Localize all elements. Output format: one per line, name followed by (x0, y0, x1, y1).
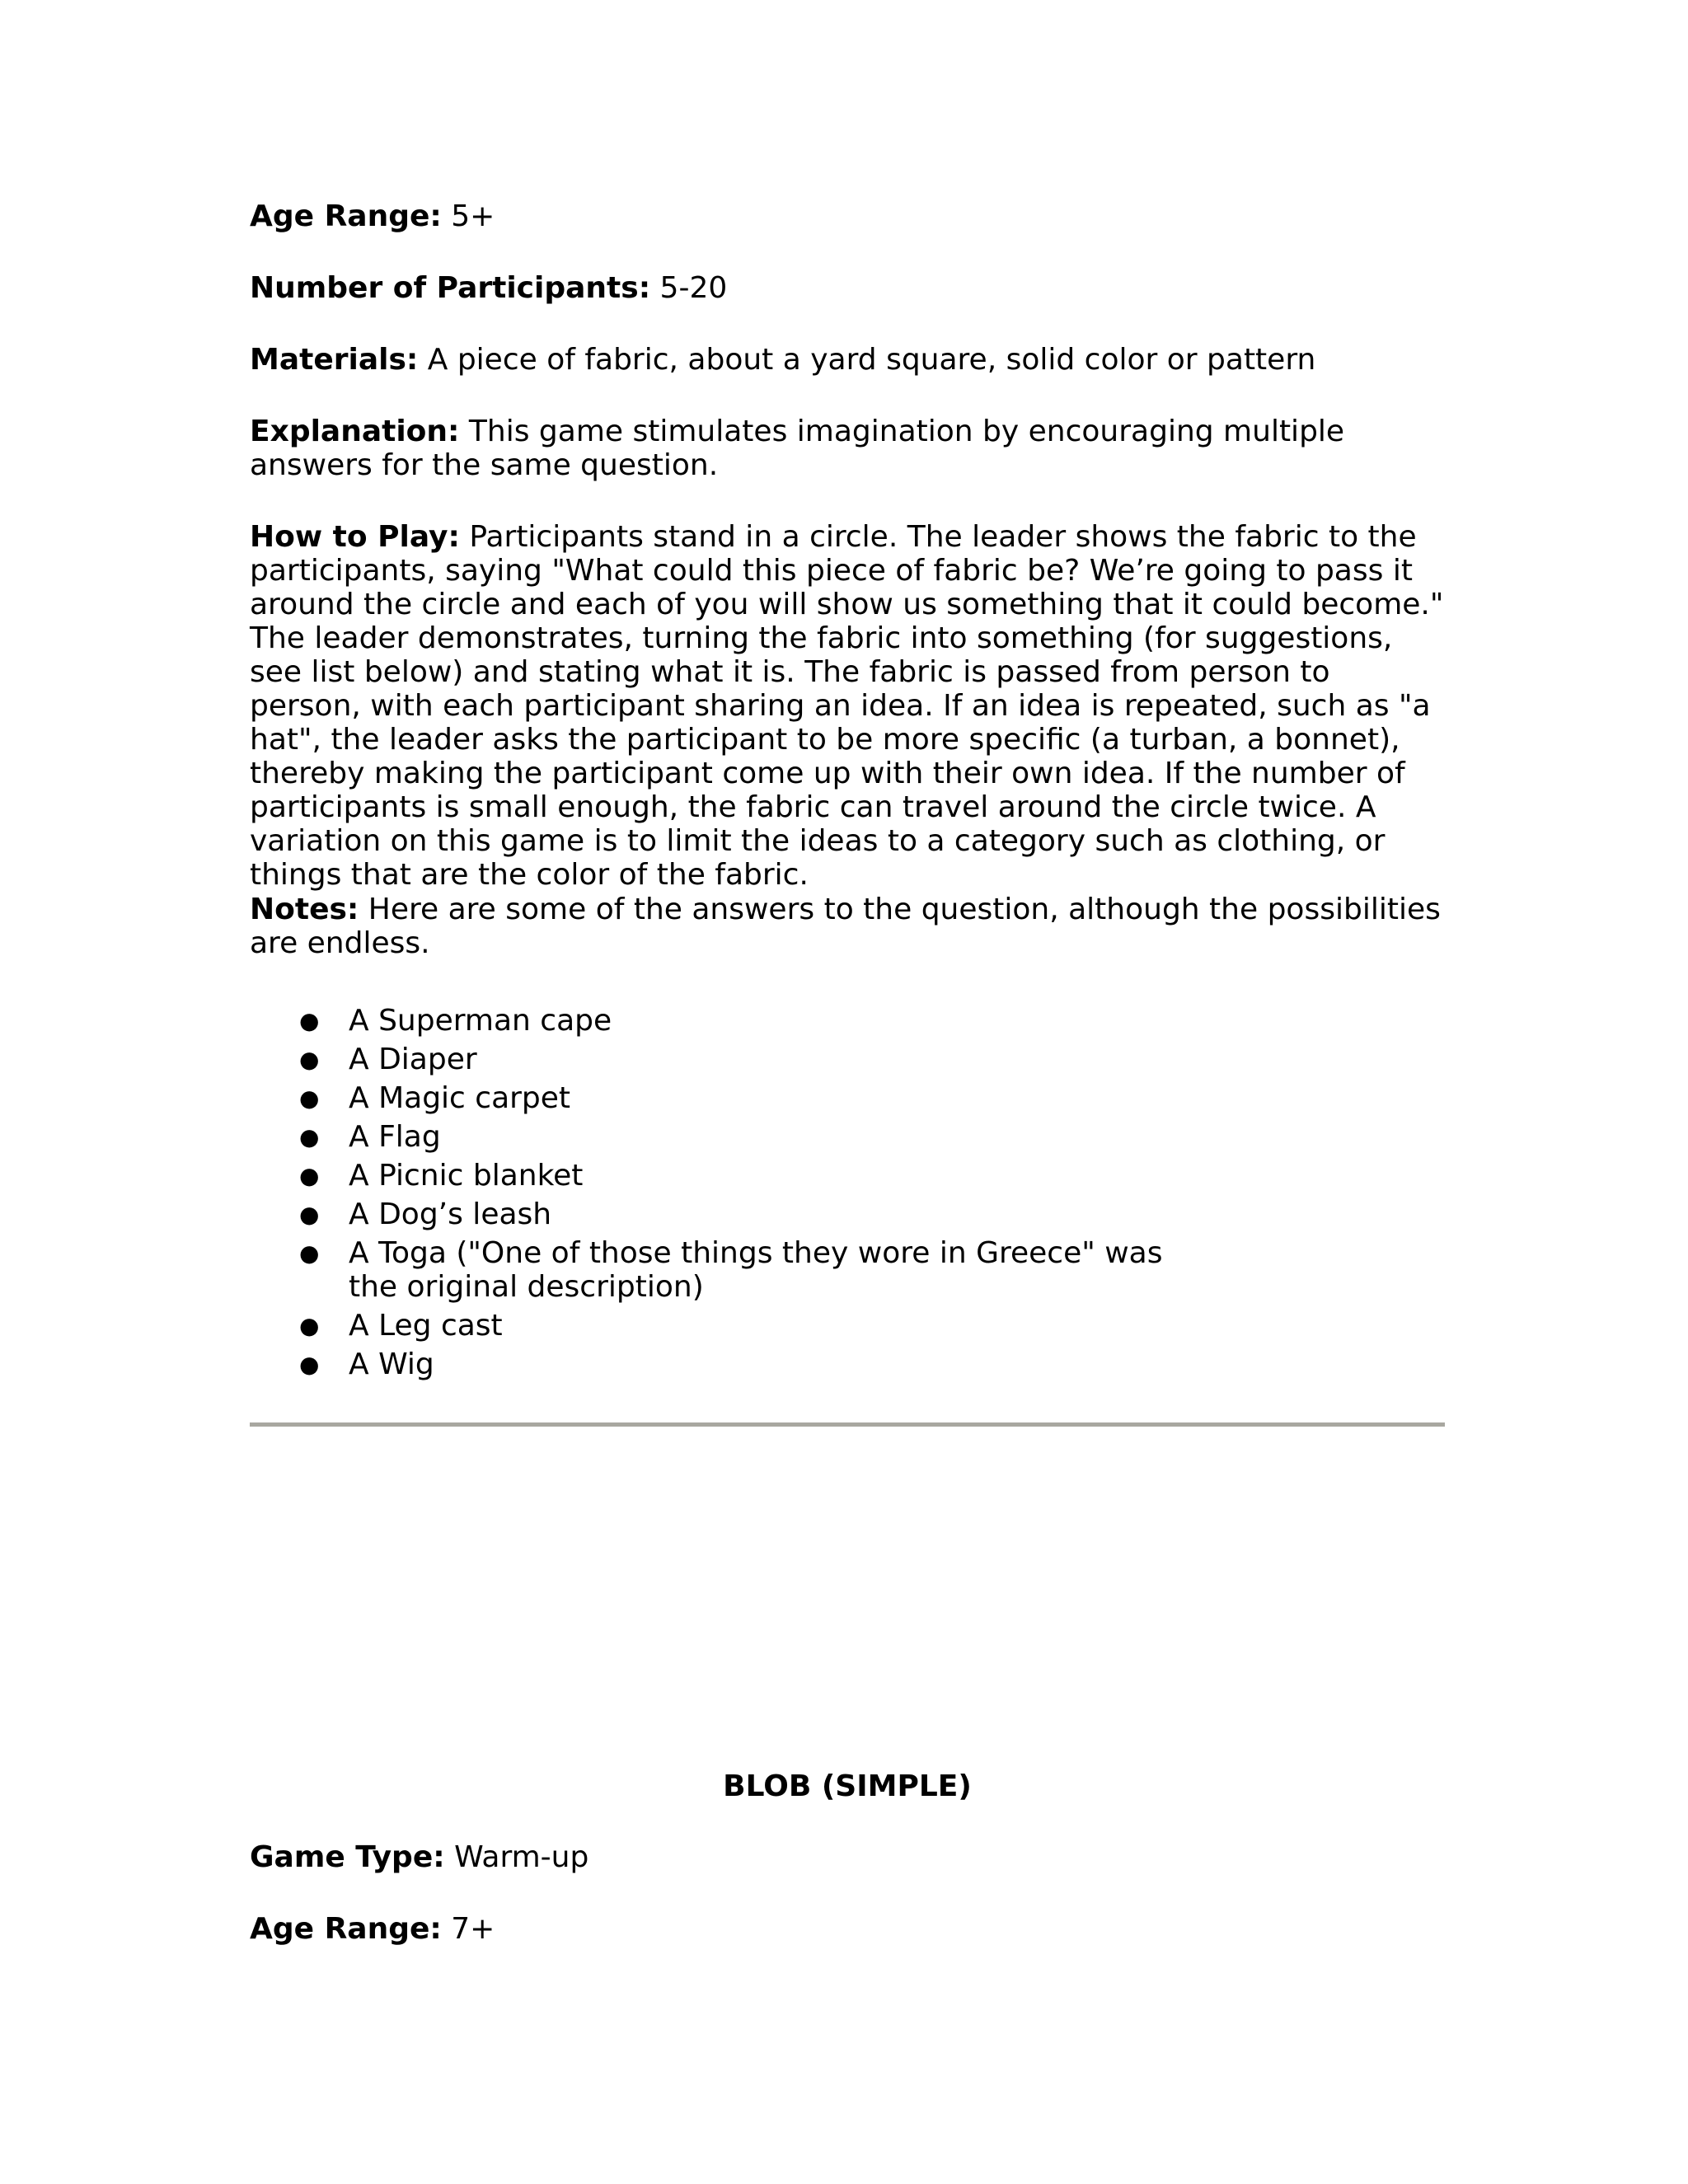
list-item: ● A Dog’s leash (299, 1197, 552, 1231)
answers-list (250, 1004, 1445, 1386)
notes-label: Notes: (250, 893, 359, 926)
list-item: ● A Picnic blanket (299, 1159, 584, 1193)
section-divider (250, 1422, 1445, 1427)
game-type-value: Warm-up (454, 1840, 589, 1874)
age-range-label-2: Age Range: (250, 1912, 442, 1946)
list-item: ● A Diaper (299, 1043, 477, 1076)
notes-field (250, 893, 1445, 960)
how-to-play-value: Participants stand in a circle. The leader shows the fabric to the participants, saying "What could this piece of fabric be? We’re going to pass it around the circle and each of you will show us something that it could become." The leader demonstrates, turning the fabric into something (for suggestions, see list below) and stating what it is. The fabric is passed from person to person, with each participant sharing an idea. If an idea is repeated, such as "a hat", the leader asks the participant to be more specific (a turban, a bonnet), thereby making the participant come up with their own idea. If the number of participants is small enough, the fabric can travel around the circle twice. A variation on this game is to limit the ideas to a category such as clothing, or things that are the color of the fabric. (250, 520, 1444, 892)
bullet-icon: ● (299, 1312, 320, 1339)
list-item: ● A Leg cast (299, 1309, 503, 1343)
age-range-value: 5+ (451, 199, 495, 233)
bullet-icon: ● (299, 1007, 320, 1034)
participants-value: 5-20 (659, 271, 728, 305)
list-item: ● A Flag (299, 1120, 441, 1154)
materials-field (250, 343, 1445, 377)
list-item: ● A Toga ("One of those things they wore in Greece" was the original description) (299, 1236, 1163, 1304)
list-item: ● A Magic carpet (299, 1081, 571, 1115)
explanation-label: Explanation: (250, 415, 460, 448)
bullet-icon: ● (299, 1240, 320, 1267)
list-item: ● A Superman cape (299, 1004, 612, 1038)
bullet-icon: ● (299, 1351, 320, 1378)
game-type-label: Game Type: (250, 1840, 445, 1874)
notes-value: Here are some of the answers to the question, although the possibilities are endless. (250, 893, 1441, 960)
age-range-label: Age Range: (250, 199, 442, 233)
bullet-icon: ● (299, 1162, 320, 1189)
bullet-icon: ● (299, 1123, 320, 1151)
game-type-field (250, 1840, 1445, 1874)
list-item: ● A Wig (299, 1347, 434, 1381)
materials-value: A piece of fabric, about a yard square, solid color or pattern (427, 343, 1316, 377)
age-range-value-2: 7+ (451, 1912, 495, 1946)
materials-label: Materials: (250, 343, 419, 377)
participants-label: Number of Participants: (250, 271, 651, 305)
how-to-play-label: How to Play: (250, 520, 460, 554)
how-to-play-field (250, 520, 1445, 892)
explanation-field (250, 415, 1445, 482)
age-range-field-2 (250, 1912, 1445, 1946)
bullet-icon: ● (299, 1085, 320, 1112)
bullet-icon: ● (299, 1046, 320, 1073)
age-range-field (250, 199, 1445, 233)
participants-field (250, 271, 1445, 305)
explanation-value: This game stimulates imagination by encouraging multiple answers for the same question. (250, 415, 1345, 482)
bullet-icon: ● (299, 1201, 320, 1228)
game-title: BLOB (SIMPLE) (723, 1769, 972, 1803)
